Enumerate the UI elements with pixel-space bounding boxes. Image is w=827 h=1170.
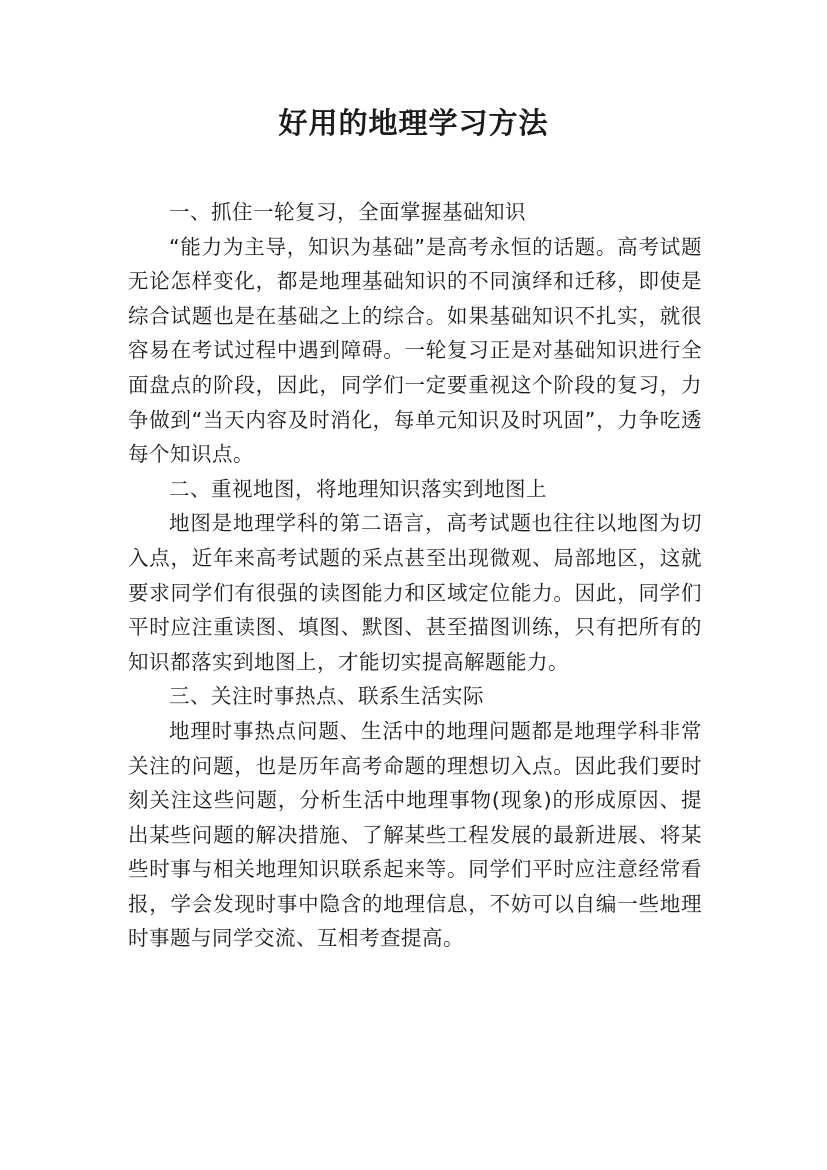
document-title: 好用的地理学习方法 — [278, 106, 549, 140]
paragraph-3: 地理时事热点问题、生活中的地理问题都是地理学科非常关注的问题，也是历年高考命题的理想切入点。因此我们要时刻关注这些问题，分析生活中地理事物(现象)的形成原因、提出某些问题的解决措施、了解某些工程发展的最新进展、将某些时事与相关地理知识联系起来等。同学们平时应注意经常看报，学会发现时事中隐含的地理信息，不妨可以自编一些地理时事题与同学交流、互相考查提高。 — [128, 718, 702, 951]
paragraph-2: 地图是地理学科的第二语言，高考试题也往往以地图为切入点，近年来高考试题的采点甚至出现微观、局部地区，这就要求同学们有很强的读图能力和区域定位能力。因此，同学们平时应注重读图、填图、默图、甚至描图训练，只有把所有的知识都落实到地图上，才能切实提高解题能力。 — [128, 511, 702, 674]
paragraph-1: “能力为主导，知识为基础”是高考永恒的话题。高考试题无论怎样变化，都是地理基础知识的不同演绎和迁移，即使是综合试题也是在基础之上的综合。如果基础知识不扎实，就很容易在考试过程中遇到障碍。一轮复习正是对基础知识进行全面盘点的阶段，因此，同学们一定要重视这个阶段的复习，力争做到“当天内容及时消化，每单元知识及时巩固”，力争吃透每个知识点。 — [128, 234, 702, 467]
section-heading-2: 二、重视地图，将地理知识落实到地图上 — [169, 476, 547, 501]
section-heading-1: 一、抓住一轮复习，全面掌握基础知识 — [169, 200, 526, 224]
section-heading-3: 三、关注时事热点、联系生活实际 — [169, 684, 484, 709]
document-body — [128, 195, 702, 956]
